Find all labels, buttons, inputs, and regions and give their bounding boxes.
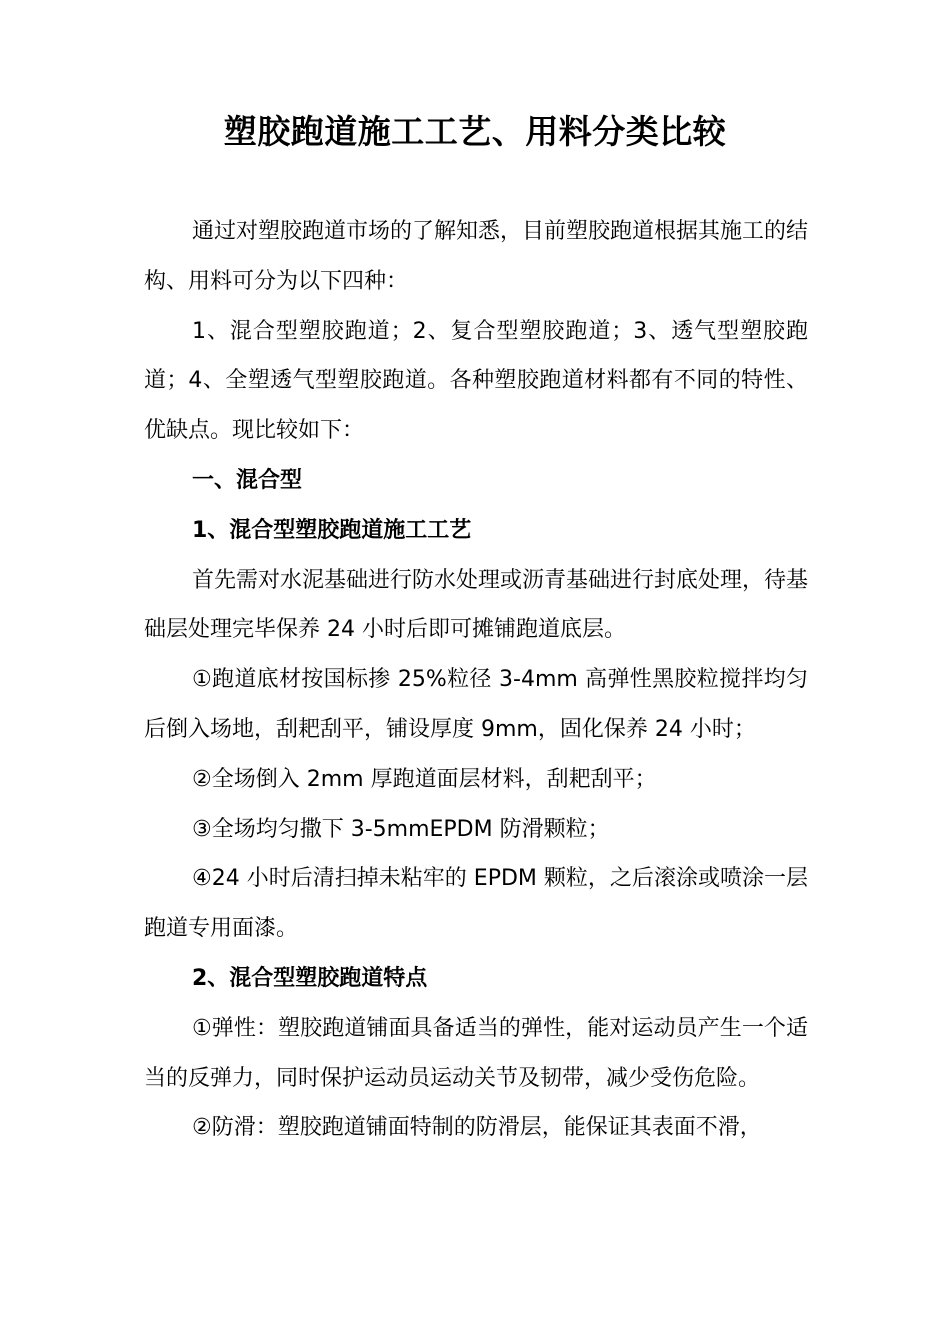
- paragraph-step-3: ③全场均匀撒下 3-5mmEPDM 防滑颗粒；: [192, 816, 610, 842]
- document-title: 塑胶跑道施工工艺、用料分类比较: [223, 112, 727, 151]
- paragraph-intro: 通过对塑胶跑道市场的了解知悉，目前塑胶跑道根据其施工的结构、用料可分为以下四种：: [144, 219, 809, 294]
- paragraph-feature-elasticity: ①弹性：塑胶跑道铺面具备适当的弹性，能对运动员产生一个适当的反弹力，同时保护运动员运动关节及韧带，减少受伤危险。: [144, 1015, 808, 1091]
- paragraph-types: 1、混合型塑胶跑道；2、复合型塑胶跑道；3、透气型塑胶跑道；4、全塑透气型塑胶跑道。各种塑胶跑道材料都有不同的特性、优缺点。现比较如下：: [144, 318, 808, 444]
- paragraph-feature-antislip: ②防滑：塑胶跑道铺面特制的防滑层，能保证其表面不滑，: [192, 1115, 762, 1141]
- paragraph-step-4: ④24 小时后清扫掉未粘牢的 EPDM 颗粒，之后滚涂或喷涂一层跑道专用面漆。: [144, 866, 808, 942]
- subsection-heading-features: 2、混合型塑胶跑道特点: [192, 965, 428, 991]
- subsection-heading-process: 1、混合型塑胶跑道施工工艺: [192, 517, 472, 543]
- paragraph-base-treatment: 首先需对水泥基础进行防水处理或沥青基础进行封底处理，待基础层处理完毕保养 24 小时后即可摊铺跑道底层。: [144, 567, 809, 643]
- document-body: [144, 207, 808, 1153]
- section-heading-mixed: 一、混合型: [192, 467, 303, 493]
- paragraph-step-2: ②全场倒入 2mm 厚跑道面层材料，刮耙刮平；: [192, 766, 657, 792]
- paragraph-step-1: ①跑道底材按国标掺 25%粒径 3-4mm 高弹性黑胶粒搅拌均匀后倒入场地，刮耙刮平，铺设厚度 9mm，固化保养 24 小时；: [144, 667, 808, 742]
